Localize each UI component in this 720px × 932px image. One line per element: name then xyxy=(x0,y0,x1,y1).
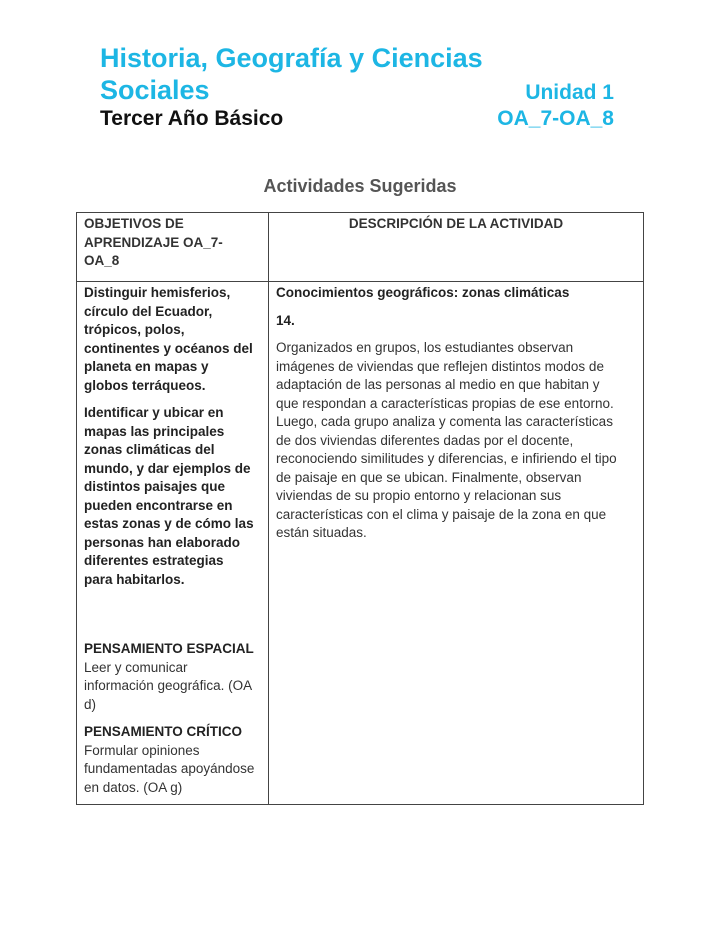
subject-title: Historia, Geografía y Ciencias Sociales xyxy=(100,43,483,105)
activities-table xyxy=(76,212,644,805)
objectives-header: OBJETIVOS DE APRENDIZAJE OA_7- OA_8 xyxy=(77,213,269,282)
objective-text: Identificar y ubicar en mapas las principales zonas climáticas del mundo, y dar ejemplos de distintos paisajes que pueden encontrarse en estas zonas y de cómo las personas han elaborado diferentes estrategias para habitarlos. xyxy=(84,405,254,587)
activity-text: Organizados en grupos, los estudiantes observan imágenes de viviendas que reflejen distintos modos de adaptación de las personas al medio en que habitan y que respondan a características propias de ese entorno. Luego, cada grupo analiza y comenta las características de dos viviendas diferentes dadas por el docente, reconociendo similitudes y diferencias, e infiriendo el tipo de paisaje en que se ubican. Finalmente, observan viviendas de su propio entorno y relacionan sus características con el clima y paisaje de la zona en que están situadas. xyxy=(276,340,617,540)
objective-text: Distinguir hemisferios, círculo del Ecuador, trópicos, polos, continentes y océanos del planeta en mapas y globos terráqueos. xyxy=(84,285,253,393)
oa-label: OA_7-OA_8 xyxy=(497,107,614,130)
skill-title: PENSAMIENTO ESPACIAL xyxy=(84,641,254,656)
unit-label: Unidad 1 xyxy=(525,81,614,104)
skill-title: PENSAMIENTO CRÍTICO xyxy=(84,724,243,739)
table-row xyxy=(77,282,644,805)
activity-number: 14. xyxy=(276,312,295,328)
skill-text: Leer y comunicar información geográfica. (OA d) xyxy=(84,659,253,712)
activity-title: Conocimientos geográficos: zonas climáticas xyxy=(276,285,570,300)
section-title: Actividades Sugeridas xyxy=(263,176,457,196)
grade-label: Tercer Año Básico xyxy=(100,107,284,130)
skill-block xyxy=(84,640,261,714)
skill-block xyxy=(84,723,261,797)
description-header: DESCRIPCIÓN DE LA ACTIVIDAD xyxy=(269,213,644,282)
table-header-row xyxy=(77,213,644,282)
description-cell xyxy=(269,282,644,805)
objectives-cell xyxy=(77,282,269,805)
skill-text: Formular opiniones fundamentadas apoyándose en datos. (OA g) xyxy=(84,742,255,795)
